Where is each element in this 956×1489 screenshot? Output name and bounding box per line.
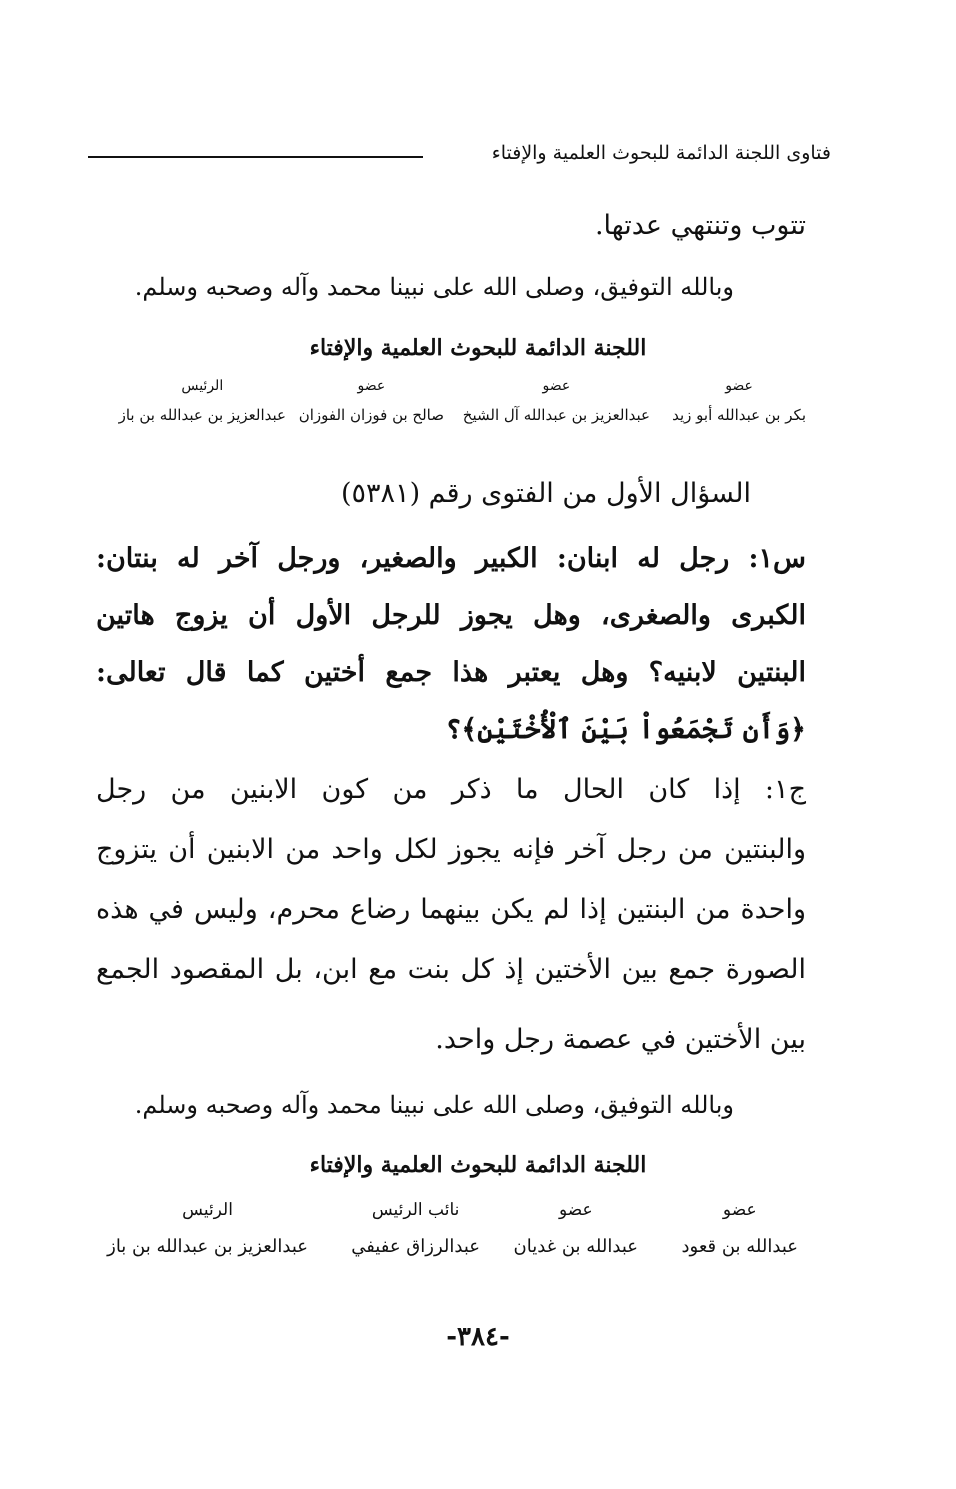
- signatory-role: الرئيس: [182, 1200, 233, 1220]
- quran-verse: ﴿وَأَن تَجْمَعُواْ بَيْنَ ٱلْأُخْتَيْنِ﴾؟: [445, 714, 806, 745]
- signatory-name: عبدالله بن قعود: [681, 1236, 798, 1257]
- header-rule: [88, 156, 423, 158]
- signatory-role: عضو: [725, 378, 753, 394]
- closing-formula: وبالله التوفيق، وصلى الله على نبينا محمد وآله وصحبه وسلم.: [134, 1091, 734, 1119]
- question-line: الكبرى والصغرى، وهل يجوز للرجل الأول أن يزوج هاتين: [96, 600, 806, 631]
- signatory-name: عبدالله بن غديان: [513, 1236, 638, 1257]
- question-line: البنتين لابنيه؟ وهل يعتبر هذا جمع أختين كما قال تعالى:: [96, 657, 806, 688]
- signatory-role: الرئيس: [181, 378, 224, 394]
- answer-line: واحدة من البنتين إذا لم يكن بينهما رضاع محرم، وليس في هذه: [96, 894, 806, 925]
- header-title: فتاوى اللجنة الدائمة للبحوث العلمية والإفتاء: [491, 142, 831, 164]
- running-header: [88, 142, 831, 172]
- signatory-role: نائب الرئيس: [371, 1200, 460, 1220]
- signature-block: [119, 378, 286, 424]
- signature-block: [672, 378, 806, 424]
- signatory-name: عبدالرزاق عفيفي: [351, 1236, 480, 1257]
- answer-line: الصورة جمع بين الأختين إذ كل بنت مع ابن، بل المقصود الجمع: [96, 954, 806, 985]
- signatory-name: عبدالعزيز بن عبدالله آل الشيخ: [462, 406, 650, 424]
- signature-block: [107, 1200, 308, 1257]
- fatwa-heading: السؤال الأول من الفتوى رقم (٥٣٨١): [341, 478, 751, 509]
- signatory-name: عبدالعزيز بن عبدالله بن باز: [107, 1236, 308, 1257]
- signatory-role: عضو: [357, 378, 386, 394]
- text-line: تتوب وتنتهي عدتها.: [594, 210, 806, 241]
- signatory-name: عبدالعزيز بن عبدالله بن باز: [118, 406, 286, 424]
- signatory-role: عضو: [722, 1200, 757, 1220]
- signatory-role: عضو: [542, 378, 571, 394]
- signature-block: [682, 1200, 798, 1257]
- signature-block: [351, 1200, 480, 1257]
- signature-block: [463, 378, 650, 424]
- closing-formula: وبالله التوفيق، وصلى الله على نبينا محمد وآله وصحبه وسلم.: [134, 273, 734, 301]
- page-number: -٣٨٤-: [446, 1322, 510, 1352]
- signatory-role: عضو: [558, 1200, 593, 1220]
- signatory-name: بكر بن عبدالله أبو زيد: [672, 406, 806, 424]
- answer-line: والبنتين من رجل آخر فإنه يجوز لكل واحد من الابنين أن يتزوج: [96, 834, 806, 865]
- answer-line: بين الأختين في عصمة رجل واحد.: [435, 1024, 806, 1055]
- signatory-name: صالح بن فوزان الفوزان: [298, 406, 444, 424]
- committee-title: اللجنة الدائمة للبحوث العلمية والإفتاء: [309, 335, 647, 361]
- question-line: س١: رجل له ابنان: الكبير والصغير، ورجل آخر له بنتان:: [96, 543, 806, 574]
- signature-block: [299, 378, 444, 424]
- signature-block: [514, 1200, 638, 1257]
- committee-title: اللجنة الدائمة للبحوث العلمية والإفتاء: [309, 1152, 647, 1178]
- answer-line: ج١: إذا كان الحال ما ذكر من كون الابنين من رجل: [96, 774, 806, 805]
